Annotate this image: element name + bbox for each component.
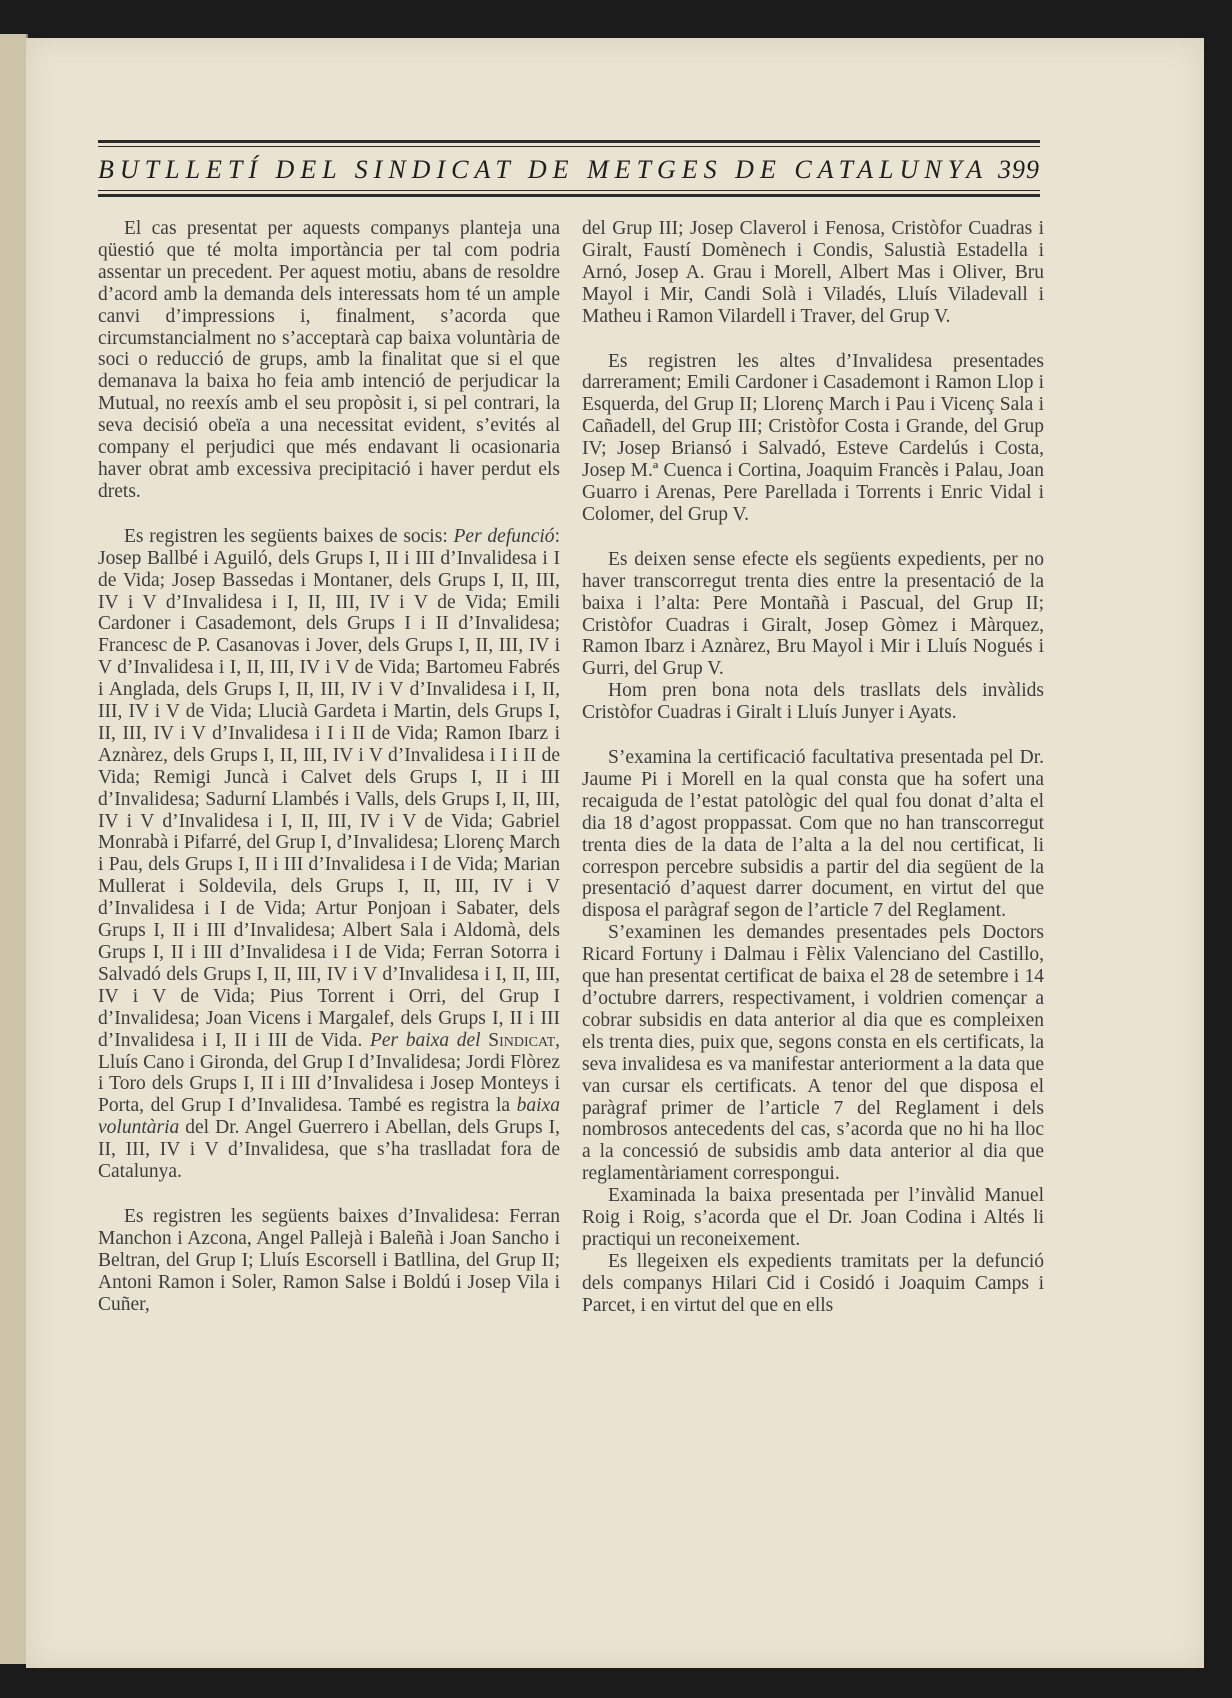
paragraph-continued: del Grup III; Josep Claverol i Fenosa, Cristòfor Cuadras i Giralt, Faustí Domènech i Condis, Salustià Estadella i Arnó, Josep A. Grau i Morell, Albert Mas i Oliver, Bru Mayol i Mir, Candi Solà i Viladés, Lluís Viladevall i Matheu i Ramon Vilardell i Traver, del Grup V. xyxy=(582,218,1044,327)
paragraph: El cas presentat per aquests companys planteja una qüestió que té molta importància per tal com podria assentar un precedent. Per aquest motiu, abans de resoldre d’acord amb la demanda dels interessats hom té un ample canvi d’impressions i, finalment, s’acorda que circumstancialment no s’acceptarà cap baixa voluntària de soci o reducció de grups, amb la finalitat que si el que demanava la baixa ho feia amb intenció de perjudicar la Mutual, no reexís amb el seu propòsit i, si pel contrari, la seva decisió obeïa a una necessitat evident, s’evités al company el perjudici que més endavant li ocasionaria haver obrat amb excessiva precipitació i haver perdut els drets. xyxy=(98,218,560,502)
paragraph: Es deixen sense efecte els següents expedients, per no haver transcorregut trenta dies entre la presentació de la baixa i l’alta: Pere Montañà i Pascual, del Grup II; Cristòfor Cuadras i Giralt, Josep Gòmez i Màrquez, Ramon Ibarz i Aznàrez, Bru Mayol i Mir i Lluís Nogués i Gurri, del Grup V. xyxy=(582,548,1044,680)
paragraph: Es registren les altes d’Invalidesa presentades darrerament; Emili Cardoner i Casademont i Ramon Llop i Esquerda, del Grup II; Llorenç March i Pau i Vicenç Sala i Cañadell, del Grup III; Cristòfor Costa i Grande, del Grup IV; Josep Briansó i Salvadó, Esteve Cardelús i Costa, Josep M.ª Cuenca i Cortina, Joaquim Francès i Palau, Joan Guarro i Arenas, Pere Parellada i Torrents i Enric Vidal i Colomer, del Grup V. xyxy=(582,350,1044,525)
header-top-rule-thin xyxy=(98,146,1040,147)
header-top-rule xyxy=(98,140,1040,143)
journal-title: BUTLLETÍ DEL SINDICAT DE METGES DE CATALUNYA xyxy=(98,155,989,184)
paragraph: Es llegeixen els expedients tramitats per la defunció dels companys Hilari Cid i Cosidó i Joaquim Camps i Parcet, i en virtut del que en ells xyxy=(582,1250,1044,1316)
adjacent-page-edge xyxy=(0,34,28,1664)
paragraph: Hom pren bona nota dels trasllats dels invàlids Cristòfor Cuadras i Giralt i Lluís Junyer i Ayats. xyxy=(582,680,1044,724)
italic-term: Per defunció xyxy=(453,525,555,547)
page-number: 399 xyxy=(998,155,1040,184)
header-bottom-rule xyxy=(98,194,1040,197)
italic-term: Per baixa del xyxy=(369,1029,481,1051)
running-header xyxy=(98,152,1040,188)
paragraph-baixes-socis: Es registren les següents baixes de socis: Per defunció: Josep Ballbé i Aguiló, dels Grups I, II i III d’Invalidesa i I de Vida; Josep Bassedas i Montaner, dels Grups I, II, III, IV i V d’Invalidesa i I, II, III, IV i V de Vida; Emili Cardoner i Casademont, dels Grups I i II d’Invalidesa; Francesc de P. Casanovas i Jover, dels Grups I, II, III, IV i V d’Invalidesa i I, II, III, IV i V de Vida; Bartomeu Fabrés i Anglada, dels Grups I, II, III, IV i V d’Invalidesa i I, II, III, IV i V de Vida; Llucià Gardeta i Martin, dels Grups I, II, III, IV i V d’Invalidesa i I i II de Vida; Ramon Ibarz i Aznàrez, dels Grups I, II, III, IV i V d’Invalidesa i I i II de Vida; Remigi Juncà i Calvet dels Grups I, II i III d’Invalidesa; Sadurní Llambés i Valls, dels Grups I, II, III, IV i V d’Invalidesa i I, II, III, IV i V de Vida; Gabriel Monrabà i Pifarré, del Grup I, d’Invalidesa; Llorenç March i Pau, dels Grups I, II i III d’Invalidesa i I de Vida; Marian Mullerat i Soldevila, dels Grups I, II, III, IV i V d’Invalidesa i I de Vida; Artur Ponjoan i Sabater, dels Grups I, II i III d’Invalidesa; Albert Sala i Aldomà, dels Grups I, II i III d’Invalidesa i I de Vida; Ferran Sotorra i Salvadó dels Grups I, II, III, IV i V d’Invalidesa i I, II, III, IV i V de Vida; Pius Torrent i Orri, del Grup I d’Invalidesa; Joan Vicens i Margalef, dels Grups I, II i III d’Invalidesa i I, II i III de Vida. Per baixa del Sindicat, Lluís Cano i Gironda, del Grup I d’Invalidesa; Jordi Flòrez i Toro dels Grups I, II i III d’Invalidesa i Josep Monteys i Porta, del Grup I d’Invalidesa. També es registra la baixa voluntària del Dr. Angel Guerrero i Abellan, dels Grups I, II, III, IV i V d’Invalidesa, que s’ha traslladat fora de Catalunya. xyxy=(98,525,560,1183)
small-caps-term: Sindicat xyxy=(488,1029,556,1051)
italic-term: baixa voluntària xyxy=(98,1095,560,1139)
paragraph: Es registren les següents baixes d’Invalidesa: Ferran Manchon i Azcona, Angel Pallejà i Baleñà i Joan Sancho i Beltran, del Grup I; Lluís Escorsell i Batllina, del Grup II; Antoni Ramon i Soler, Ramon Salse i Boldú i Josep Vila i Cuñer, xyxy=(98,1205,560,1315)
left-column xyxy=(98,218,560,1316)
paragraph: Examinada la baixa presentada per l’invàlid Manuel Roig i Roig, s’acorda que el Dr. Joan Codina i Altés li practiqui un reconeixement. xyxy=(582,1185,1044,1250)
paragraph: S’examina la certificació facultativa presentada pel Dr. Jaume Pi i Morell en la qual consta que ha sofert una recaiguda de l’estat patològic del qual fou donat d’alta el dia 18 d’agost proppassat. Com que no han transcorregut trenta dies de la data de l’alta a la del nou certificat, li correspon percebre subsidis a partir del dia següent de la presentació d’aquest darrer document, en virtut del que disposa el paràgraf segon de l’article 7 del Reglament. xyxy=(582,747,1044,922)
right-column xyxy=(582,218,1044,1317)
paragraph: S’examinen les demandes presentades pels Doctors Ricard Fortuny i Dalmau i Fèlix Valenciano del Castillo, que han presentat certificat de baixa el 28 de setembre i 14 d’octubre darrers, respectivament, i voldrien començar a cobrar subsidis en data anterior al dia que es compleixen els trenta dies, puix que, segons consta en els certificats, la seva invalidesa es va manifestar anteriorment a la data que van cursar els certificats. A tenor del que disposa el paràgraf primer de l’article 7 del Reglament i dels nombrosos antecedents del cas, s’acorda que no hi ha lloc a la concessió de subsidis amb data anterior al dia que reglamentàriament correspongui. xyxy=(582,922,1044,1185)
header-bottom-rule-thin xyxy=(98,190,1040,191)
